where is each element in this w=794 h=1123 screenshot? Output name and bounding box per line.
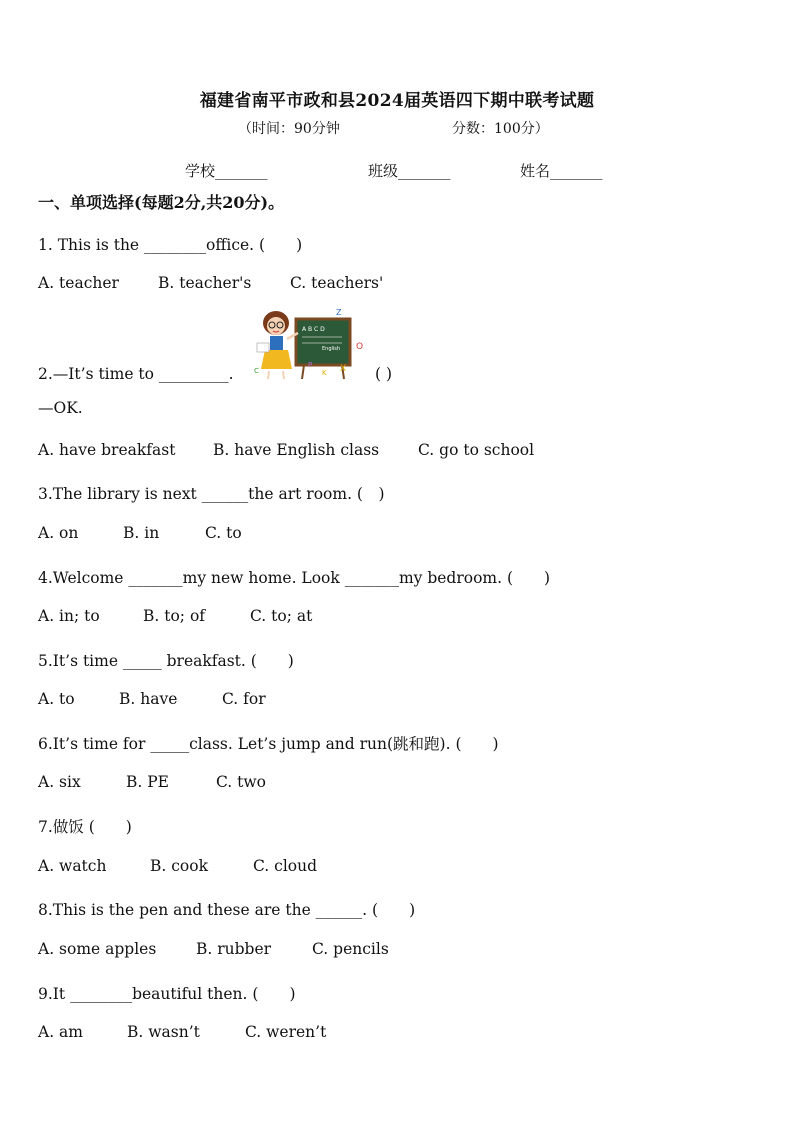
q4-option-a: A. in; to: [38, 607, 100, 625]
q3-option-b: B. in: [123, 524, 160, 542]
q6-option-a: A. six: [38, 773, 81, 791]
q9-option-a: A. am: [38, 1023, 83, 1041]
page-title: 福建省南平市政和县2024届英语四下期中联考试题: [199, 91, 595, 111]
letter-o: O: [356, 342, 364, 352]
board-word: English: [322, 346, 341, 352]
q7-option-a: A. watch: [38, 857, 107, 875]
letter-x: X: [340, 364, 347, 374]
q1-option-b: B. teacher's: [158, 274, 252, 292]
question-1: 1. This is the ________office. ( ): [38, 236, 303, 254]
letter-k: K: [322, 369, 327, 377]
question-2-reply: —OK.: [38, 399, 83, 417]
letter-z: Z: [336, 308, 342, 317]
teacher-blackboard-illustration: [252, 305, 368, 383]
teacher-shirt: [270, 336, 283, 350]
class-field: 班级_______: [368, 162, 451, 180]
q9-option-c: C. weren’t: [245, 1023, 327, 1041]
question-6: 6.It’s time for _____class. Let’s jump and run(跳和跑). ( ): [38, 735, 499, 753]
q6-option-b: B. PE: [126, 773, 169, 791]
letter-p: P: [308, 361, 313, 369]
q5-option-b: B. have: [119, 690, 178, 708]
q8-option-b: B. rubber: [196, 940, 272, 958]
teacher-skirt: [261, 350, 292, 369]
q2-option-a: A. have breakfast: [38, 441, 176, 459]
question-2-blank: ( ): [375, 365, 393, 383]
board-letters: A B C D: [302, 326, 325, 333]
name-field: 姓名_______: [520, 162, 603, 180]
section-title: 一、单项选择(每题2分,共20分)。: [38, 193, 285, 212]
exam-score: 分数：100分）: [452, 121, 549, 137]
q2-option-c: C. go to school: [418, 441, 535, 459]
school-field: 学校_______: [185, 162, 268, 180]
q8-option-a: A. some apples: [38, 940, 157, 958]
q9-option-b: B. wasn’t: [127, 1023, 200, 1041]
question-3: 3.The library is next ______the art room. ( ): [38, 485, 385, 503]
question-7: 7.做饭 ( ): [38, 818, 132, 836]
question-5: 5.It’s time _____ breakfast. ( ): [38, 652, 294, 670]
q6-option-c: C. two: [216, 773, 266, 791]
question-8: 8.This is the pen and these are the ______. ( ): [38, 901, 416, 919]
q3-option-c: C. to: [205, 524, 242, 542]
q1-option-a: A. teacher: [38, 274, 119, 292]
q5-option-c: C. for: [222, 690, 266, 708]
q8-option-c: C. pencils: [312, 940, 389, 958]
q7-option-c: C. cloud: [253, 857, 318, 875]
q3-option-a: A. on: [38, 524, 79, 542]
q4-option-c: C. to; at: [250, 607, 313, 625]
question-9: 9.It ________beautiful then. ( ): [38, 985, 296, 1003]
q1-option-c: C. teachers': [290, 274, 384, 292]
q5-option-a: A. to: [38, 690, 75, 708]
q2-option-b: B. have English class: [213, 441, 380, 459]
letter-c: C: [254, 367, 259, 375]
q7-option-b: B. cook: [150, 857, 208, 875]
q4-option-b: B. to; of: [143, 607, 206, 625]
question-4: 4.Welcome _______my new home. Look _______my bedroom. ( ): [38, 569, 551, 587]
exam-time: （时间：90分钟: [238, 121, 340, 137]
question-2: 2.—It’s time to _________.: [38, 365, 234, 383]
